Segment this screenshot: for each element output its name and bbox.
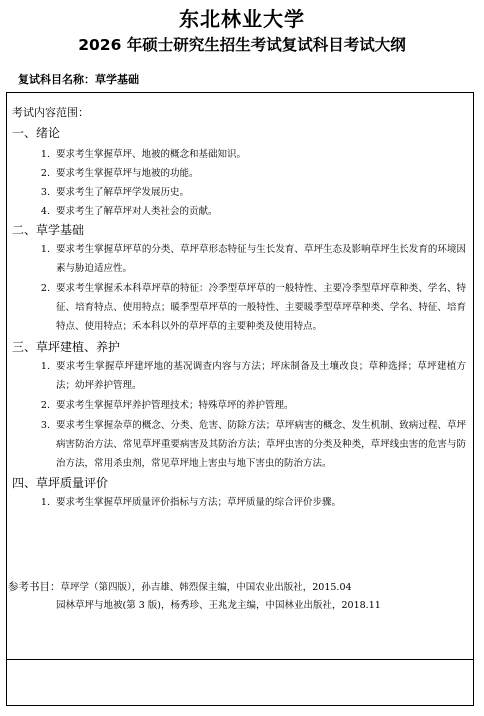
item-text: 要求考生掌握草坪、地被的概念和基础知识。 bbox=[56, 149, 247, 160]
item-text: 要求考生了解草坪对人类社会的贡献。 bbox=[56, 206, 218, 217]
item-number: 1. bbox=[40, 244, 50, 255]
document-title: 2026 年硕士研究生招生考试复试科目考试大纲 bbox=[78, 36, 406, 54]
item-number: 3. bbox=[40, 420, 50, 431]
reference-2 bbox=[8, 597, 464, 615]
item-number: 2. bbox=[40, 168, 50, 179]
item-number: 4. bbox=[40, 206, 50, 217]
item-number: 1. bbox=[40, 497, 50, 508]
reference-text: 草坪学（第四版），孙吉雄、韩烈保主编，中国农业出版社，2015.04 bbox=[60, 582, 352, 593]
item-text: 要求考生掌握草坪建坪地的基况调查内容与方法；坪床制备及土壤改良；草种选择；草坪建植方法；幼坪养护管理。 bbox=[56, 361, 466, 391]
section-heading: 一、绪论 bbox=[12, 126, 61, 140]
references-label: 参考书目： bbox=[8, 581, 61, 593]
reference-text: 园林草坪与地被(第 3 版)，杨秀珍、王兆龙主编，中国林业出版社，2018.11 bbox=[56, 600, 381, 611]
item-number: 1. bbox=[40, 149, 50, 160]
item-text: 要求考生掌握草坪质量评价指标与方法；草坪质量的综合评价步骤。 bbox=[56, 497, 342, 508]
item-text: 要求考生掌握草坪草的分类、草坪草形态特征与生长发育、草坪生态及影响草坪生长发育的环境因素与胁迫适应性。 bbox=[56, 244, 466, 274]
references bbox=[8, 578, 464, 615]
university-name: 东北林业大学 bbox=[179, 7, 305, 31]
section-heading: 三、草坪建植、养护 bbox=[12, 340, 121, 354]
item-text: 要求考生掌握禾本科草坪草的特征：冷季型草坪草的一般特性、主要冷季型草坪草种类、学名、特征、培育特点、使用特点；暖季型草坪草的一般特性、主要暖季型草坪草种类、学名、特征、培育特点、使用特点；禾本科以外的草坪草的主要种类及使用特点。 bbox=[56, 283, 466, 332]
item-number: 3. bbox=[40, 187, 50, 198]
subject-name: 复试科目名称：草学基础 bbox=[18, 73, 139, 86]
section-heading: 二、草学基础 bbox=[12, 223, 85, 237]
section-heading: 四、草坪质量评价 bbox=[12, 476, 109, 490]
reference-1 bbox=[8, 578, 464, 597]
item-text: 要求考生了解草坪学发展历史。 bbox=[56, 187, 190, 198]
item-text: 要求考生掌握草坪养护管理技术；特殊草坪的养护管理。 bbox=[56, 400, 294, 411]
item-number: 2. bbox=[40, 283, 50, 294]
divider bbox=[7, 659, 473, 660]
item-number: 2. bbox=[40, 400, 50, 411]
item-text: 要求考生掌握杂草的概念、分类、危害、防除方法；草坪病害的概念、发生机制、致病过程、草坪病害防治方法、常见草坪重要病害及其防治方法；草坪虫害的分类及种类，草坪线虫害的危害与防治方法，常用杀虫剂，常见草坪地上害虫与地下害虫的防治方法。 bbox=[56, 420, 466, 469]
item-number: 1. bbox=[40, 361, 50, 372]
item-text: 要求考生掌握草坪与地被的功能。 bbox=[56, 168, 199, 179]
content-scope-label: 考试内容范围： bbox=[12, 106, 89, 119]
